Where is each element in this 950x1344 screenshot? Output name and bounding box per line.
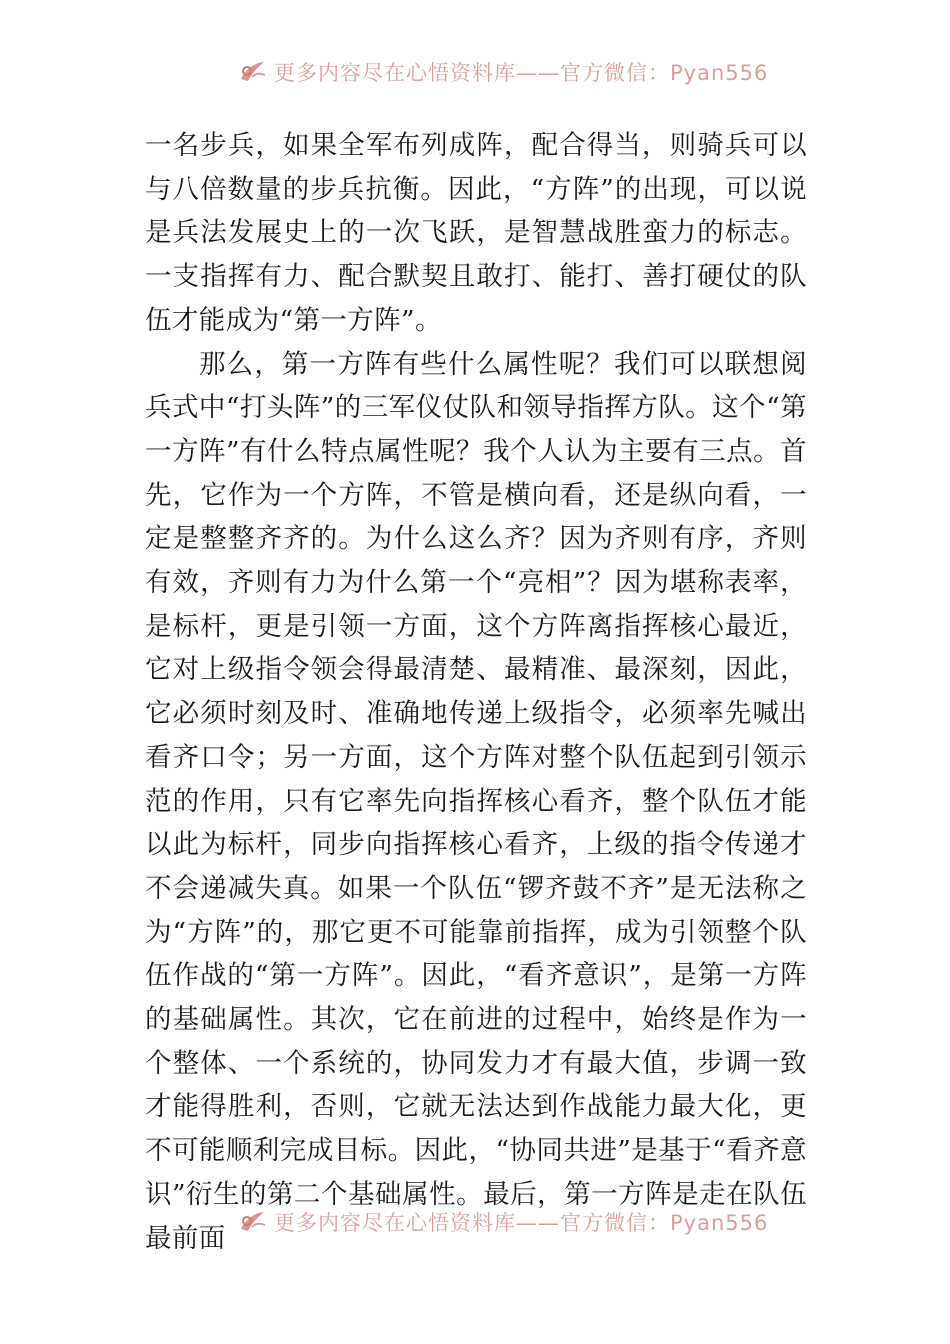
watermark-text: 更多内容尽在心悟资料库——官方微信：Pyan556 (274, 1211, 769, 1235)
paragraph-continuation: 一名步兵，如果全军布列成阵，配合得当，则骑兵可以与八倍数量的步兵抗衡。因此，“方阵”的出现，可以说是兵法发展史上的一次飞跃，是智慧战胜蛮力的标志。一支指挥有力、配合默契且敢打、能打、善打硬仗的队伍才能成为“第一方阵”。 (145, 130, 807, 336)
paragraph-first-formation-attributes: 那么，第一方阵有些什么属性呢？我们可以联想阅兵式中“打头阵”的三军仪仗队和领导指挥方队。这个“第一方阵”有什么特点属性呢？我个人认为主要有三点。首先，它作为一个方阵，不管是横向看，还是纵向看，一定是整整齐齐的。为什么这么齐？因为齐则有序，齐则有效，齐则有力为什么第一个“亮相”？因为堪称表率，是标杆，更是引领一方面，这个方阵离指挥核心最近，它对上级指令领会得最清楚、最精准、最深刻，因此，它必须时刻及时、准确地传递上级指令，必须率先喊出看齐口令；另一方面，这个方阵对整个队伍起到引领示范的作用，只有它率先向指挥核心看齐，整个队伍才能以此为标杆，同步向指挥核心看齐，上级的指令传递才不会递减失真。如果一个队伍“锣齐鼓不齐”是无法称之为“方阵”的，那它更不可能靠前指挥，成为引领整个队伍作战的“第一方阵”。因此，“看齐意识”，是第一方阵的基础属性。其次，它在前进的过程中，始终是作为一个整体、一个系统的，协同发力才有最大值，步调一致才能得胜利，否则，它就无法达到作战能力最大化，更不可能顺利完成目标。因此，“协同共进”是基于“看齐意识”衍生的第二个基础属性。最后，第一方阵是走在队伍最前面 (145, 348, 807, 1254)
brush-logo-icon (238, 1209, 268, 1235)
document-body (145, 124, 807, 1260)
brush-logo-icon (238, 59, 268, 85)
footer-watermark (238, 1207, 768, 1237)
watermark-text: 更多内容尽在心悟资料库——官方微信：Pyan556 (274, 61, 769, 85)
header-watermark (238, 57, 768, 87)
